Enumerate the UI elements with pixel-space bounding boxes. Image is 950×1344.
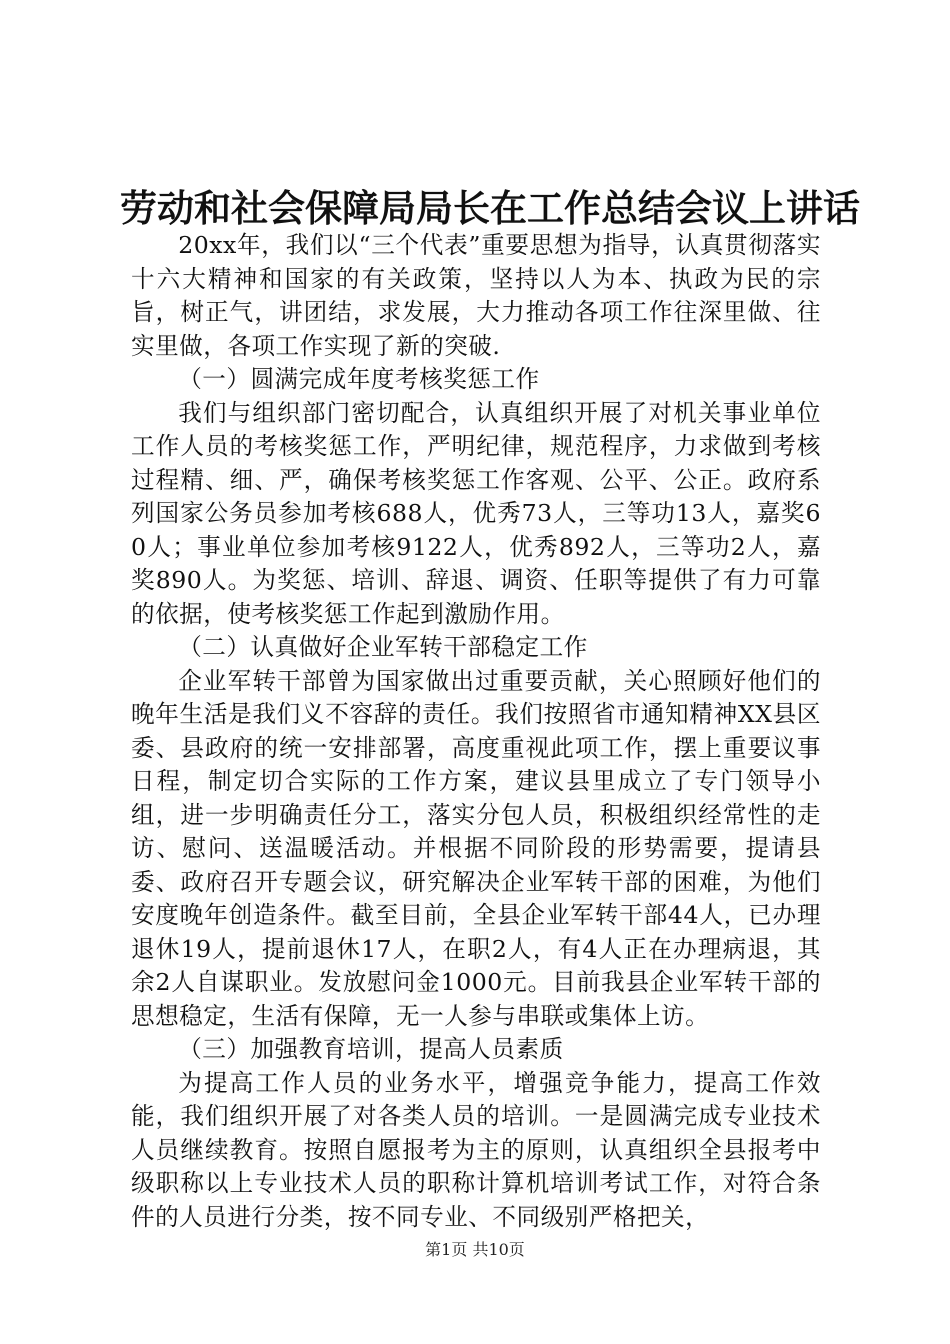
paragraph-section-3: 为提高工作人员的业务水平，增强竞争能力，提高工作效能，我们组织开展了对各类人员的培训。一是圆满完成专业技术人员继续教育。按照自愿报考为主的原则，认真组织全县报考中级职称以上专业技术人员的职称计算机培训考试工作，对符合条件的人员进行分类，按不同专业、不同级别严格把关， [131,1068,821,1231]
section-heading-1: （一）圆满完成年度考核奖惩工作 [178,365,540,393]
document-title: 劳动和社会保障局局长在工作总结会议上讲话 [120,186,860,230]
section-heading-3: （三）加强教育培训，提高人员素质 [178,1035,564,1063]
document-body [131,229,821,1234]
page-number-footer: 第1页 共10页 [425,1240,525,1259]
section-heading-2: （二）认真做好企业军转干部稳定工作 [178,633,588,661]
paragraph-section-1: 我们与组织部门密切配合，认真组织开展了对机关事业单位工作人员的考核奖惩工作，严明纪律，规范程序，力求做到考核过程精、细、严，确保考核奖惩工作客观、公平、公正。政府系列国家公务员参加考核688人，优秀73人，三等功13人，嘉奖60人；事业单位参加考核9122人，优秀892人，三等功2人，嘉奖890人。为奖惩、培训、辞退、调资、任职等提供了有力可靠的依据，使考核奖惩工作起到激励作用。 [131,398,821,628]
paragraph-intro: 20xx年，我们以“三个代表”重要思想为指导，认真贯彻落实十六大精神和国家的有关政策，坚持以人为本、执政为民的宗旨，树正气，讲团结，求发展，大力推动各项工作往深里做、往实里做，各项工作实现了新的突破. [131,231,821,360]
paragraph-section-2: 企业军转干部曾为国家做出过重要贡献，关心照顾好他们的晚年生活是我们义不容辞的责任。我们按照省市通知精神XX县区委、县政府的统一安排部署，高度重视此项工作，摆上重要议事日程，制定切合实际的工作方案，建议县里成立了专门领导小组，进一步明确责任分工，落实分包人员，积极组织经常性的走访、慰问、送温暖活动。并根据不同阶段的形势需要，提请县委、政府召开专题会议，研究解决企业军转干部的困难，为他们安度晚年创造条件。截至目前，全县企业军转干部44人，已办理退休19人，提前退休17人，在职2人，有4人正在办理病退，其余2人自谋职业。发放慰问金1000元。目前我县企业军转干部的思想稳定，生活有保障，无一人参与串联或集体上访。 [131,666,821,1030]
